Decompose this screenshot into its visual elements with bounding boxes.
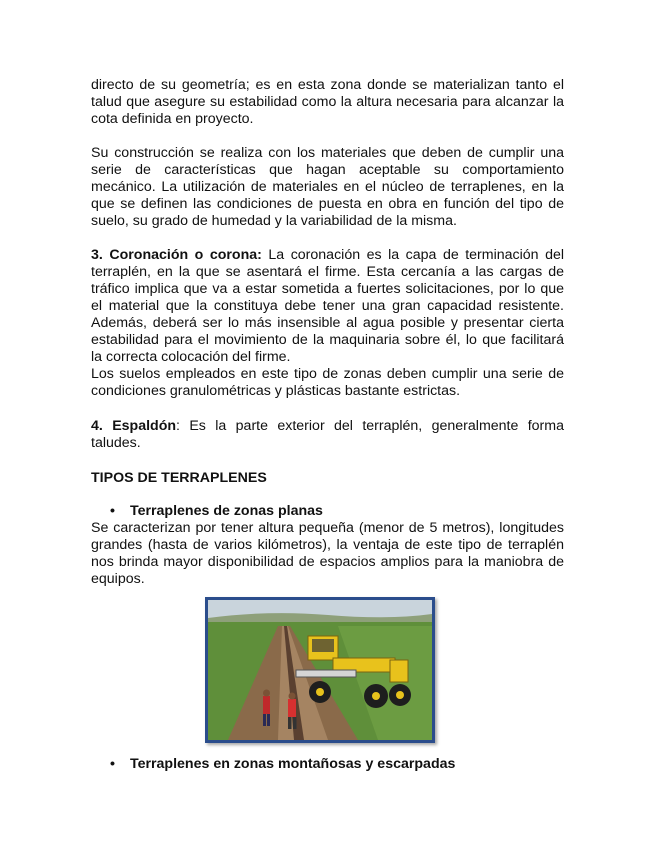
paragraph-intro <box>91 77 564 128</box>
paragraph-coronacion <box>91 247 564 400</box>
paragraph-text <box>91 418 564 452</box>
bullet-text: Terraplenes de zonas planas <box>130 503 323 519</box>
section-label: 4. Espaldón <box>91 418 177 434</box>
paragraph-text: Los suelos empleados en este tipo de zonas deben cumplir una serie de condiciones granulométricas y plásticas bastante estrictas. <box>91 366 564 399</box>
section-heading: TIPOS DE TERRAPLENES <box>91 470 267 486</box>
bullet-icon: • <box>110 756 115 772</box>
paragraph-text <box>91 247 564 366</box>
bullet-icon: • <box>110 503 115 519</box>
paragraph-espaldon <box>91 418 564 452</box>
paragraph-text: directo de su geometría; es en esta zona donde se materializan tanto el talud que asegure su estabilidad como la altura necesaria para alcanzar la cota definida en proyecto. <box>91 77 564 127</box>
paragraph-text: Su construcción se realiza con los materiales que deben de cumplir una serie de características que hagan aceptable su comportamiento mecánico. La utilización de materiales en el núcleo de terraplenes, en la que se definen las condiciones de puesta en obra en función del tipo de suelo, su grado de humedad y la variabilidad de la misma. <box>91 145 564 229</box>
bullet-text: Terraplenes en zonas montañosas y escarpadas <box>130 756 456 772</box>
paragraph-text: Se caracterizan por tener altura pequeña (menor de 5 metros), longitudes grandes (hasta de varios kilómetros), la ventaja de este tipo de terraplén nos brinda mayor disponibilidad de espacios amplios para la maniobra de equipos. <box>91 520 564 587</box>
grader-illustration <box>208 600 432 740</box>
section-label: 3. Coronación o corona: <box>91 247 262 263</box>
bullet-item <box>110 756 455 773</box>
section-text: La coronación es la capa de terminación del terraplén, en la que se asentará el firme. Esta cercanía a las cargas de tráfico implica que va a estar sometida a fuertes solicitaciones, por lo que el material que la constituya debe tener una gran capacidad resistente. Además, deberá ser lo más insensible al agua posible y presentar cierta estabilidad para el movimiento de la maquinaria sobre él, lo que facilitará la correcta colocación del firme. <box>91 247 565 365</box>
bullet-item <box>110 503 323 520</box>
embankment-photo <box>205 597 435 743</box>
paragraph-construction <box>91 145 564 230</box>
paragraph-zonas-planas <box>91 520 564 588</box>
section-text: : Es la parte exterior del terraplén, generalmente forma taludes. <box>91 418 564 451</box>
